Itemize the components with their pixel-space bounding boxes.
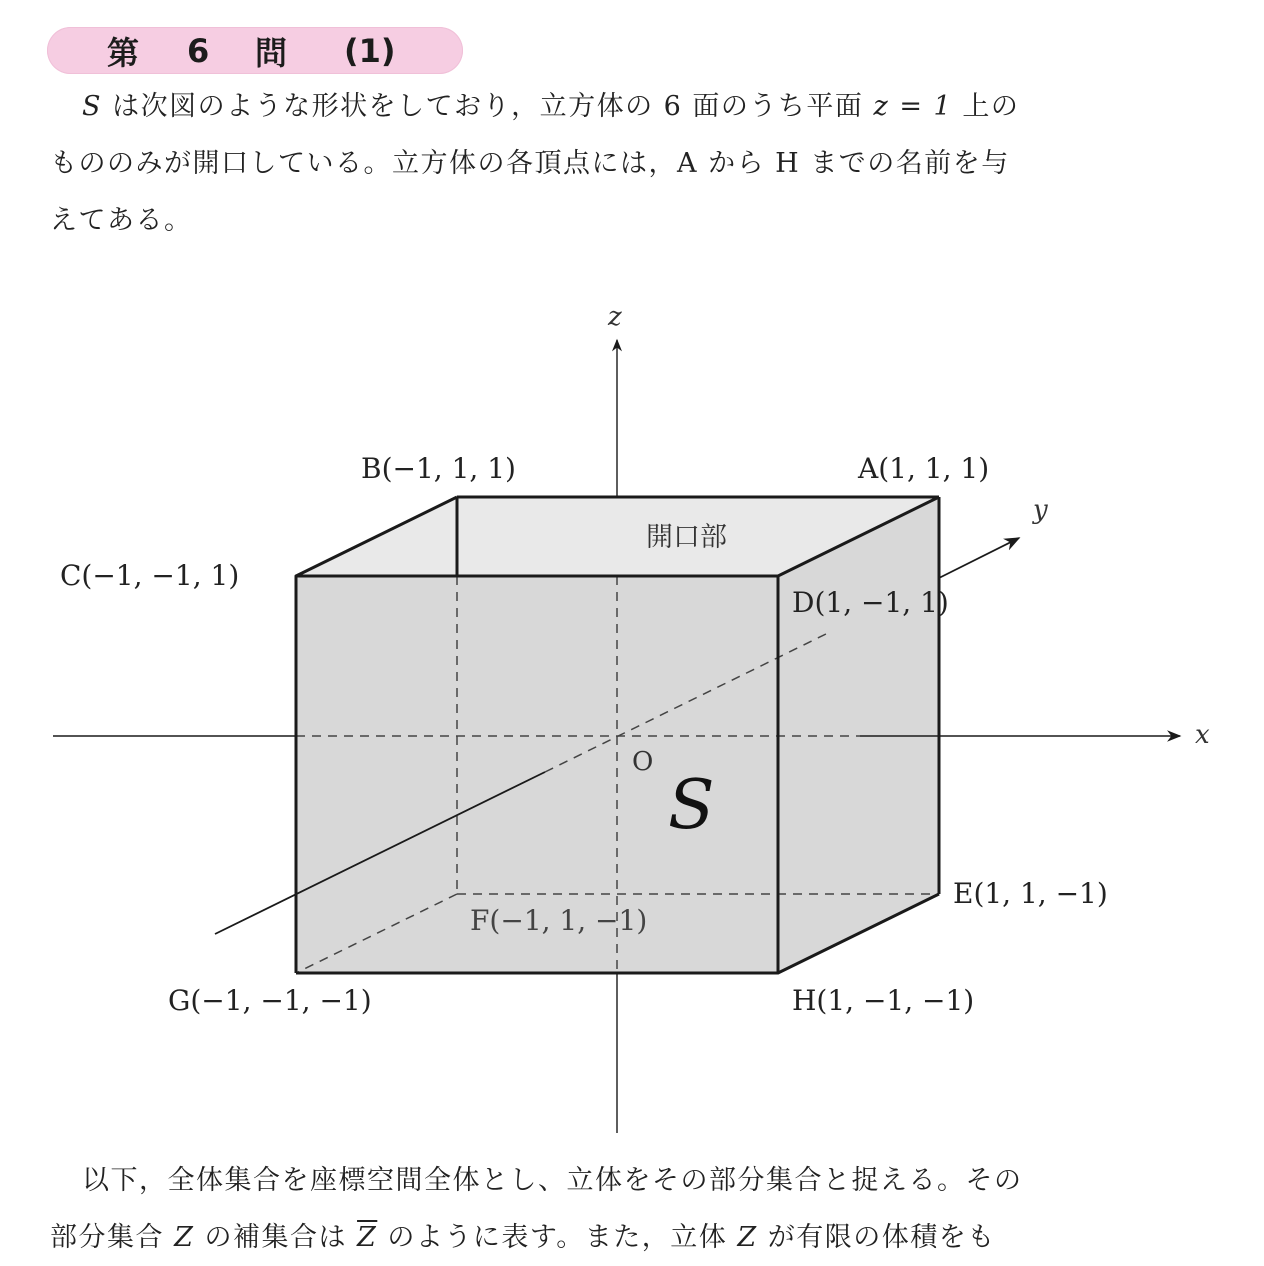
- intro-line-2: もののみが開口している。立方体の各頂点には，A から H までの名前を与: [50, 148, 1010, 179]
- vertex-label-b: B(−1, 1, 1): [361, 452, 516, 485]
- body-line-2: [50, 1209, 1220, 1266]
- body-text-2b: の補集合は: [204, 1222, 347, 1253]
- y-axis-label: y: [1033, 495, 1048, 525]
- body-text-2c: のように表す。また，立体: [387, 1222, 728, 1253]
- z-axis-label: z: [608, 302, 622, 332]
- intro-text-1: は次図のような形状をしており，立方体の 6 面のうち平面: [112, 91, 864, 122]
- y-axis-back: [939, 538, 1019, 578]
- vertex-label-h: H(1, −1, −1): [792, 984, 975, 1017]
- solid-label-s: S: [668, 766, 715, 845]
- intro-text-1b: 上の: [962, 91, 1020, 122]
- header-mon: 問: [255, 33, 288, 72]
- header-dai: 第: [107, 33, 140, 72]
- vertex-label-d: D(1, −1, 1): [792, 586, 949, 619]
- var-z: Z: [174, 1222, 195, 1253]
- vertex-label-c: C(−1, −1, 1): [60, 559, 240, 592]
- body-text-2d: が有限の体積をも: [767, 1222, 996, 1253]
- origin-label: O: [632, 747, 654, 777]
- body-paragraph: [50, 1152, 1220, 1266]
- body-text-2a: 部分集合: [50, 1222, 164, 1253]
- vertex-label-e: E(1, 1, −1): [953, 877, 1108, 910]
- intro-line-3: えてある。: [50, 205, 193, 236]
- header-number: 6: [187, 31, 210, 70]
- vertex-label-a: A(1, 1, 1): [858, 452, 990, 485]
- x-axis-label: x: [1195, 720, 1210, 750]
- right-face: [778, 497, 939, 973]
- body-line-1: 以下，全体集合を座標空間全体とし、立体をその部分集合と捉える。その: [82, 1165, 1023, 1196]
- opening-label: 開口部: [646, 522, 727, 553]
- header-subpart: (1): [344, 31, 396, 70]
- equation-z1: z = 1: [873, 91, 953, 122]
- var-z-complement: $\overline{Z}$: [357, 1222, 378, 1253]
- var-s: S: [82, 91, 102, 122]
- vertex-label-g: G(−1, −1, −1): [168, 984, 372, 1017]
- vertex-label-f: F(−1, 1, −1): [470, 904, 648, 937]
- var-z-2: Z: [737, 1222, 758, 1253]
